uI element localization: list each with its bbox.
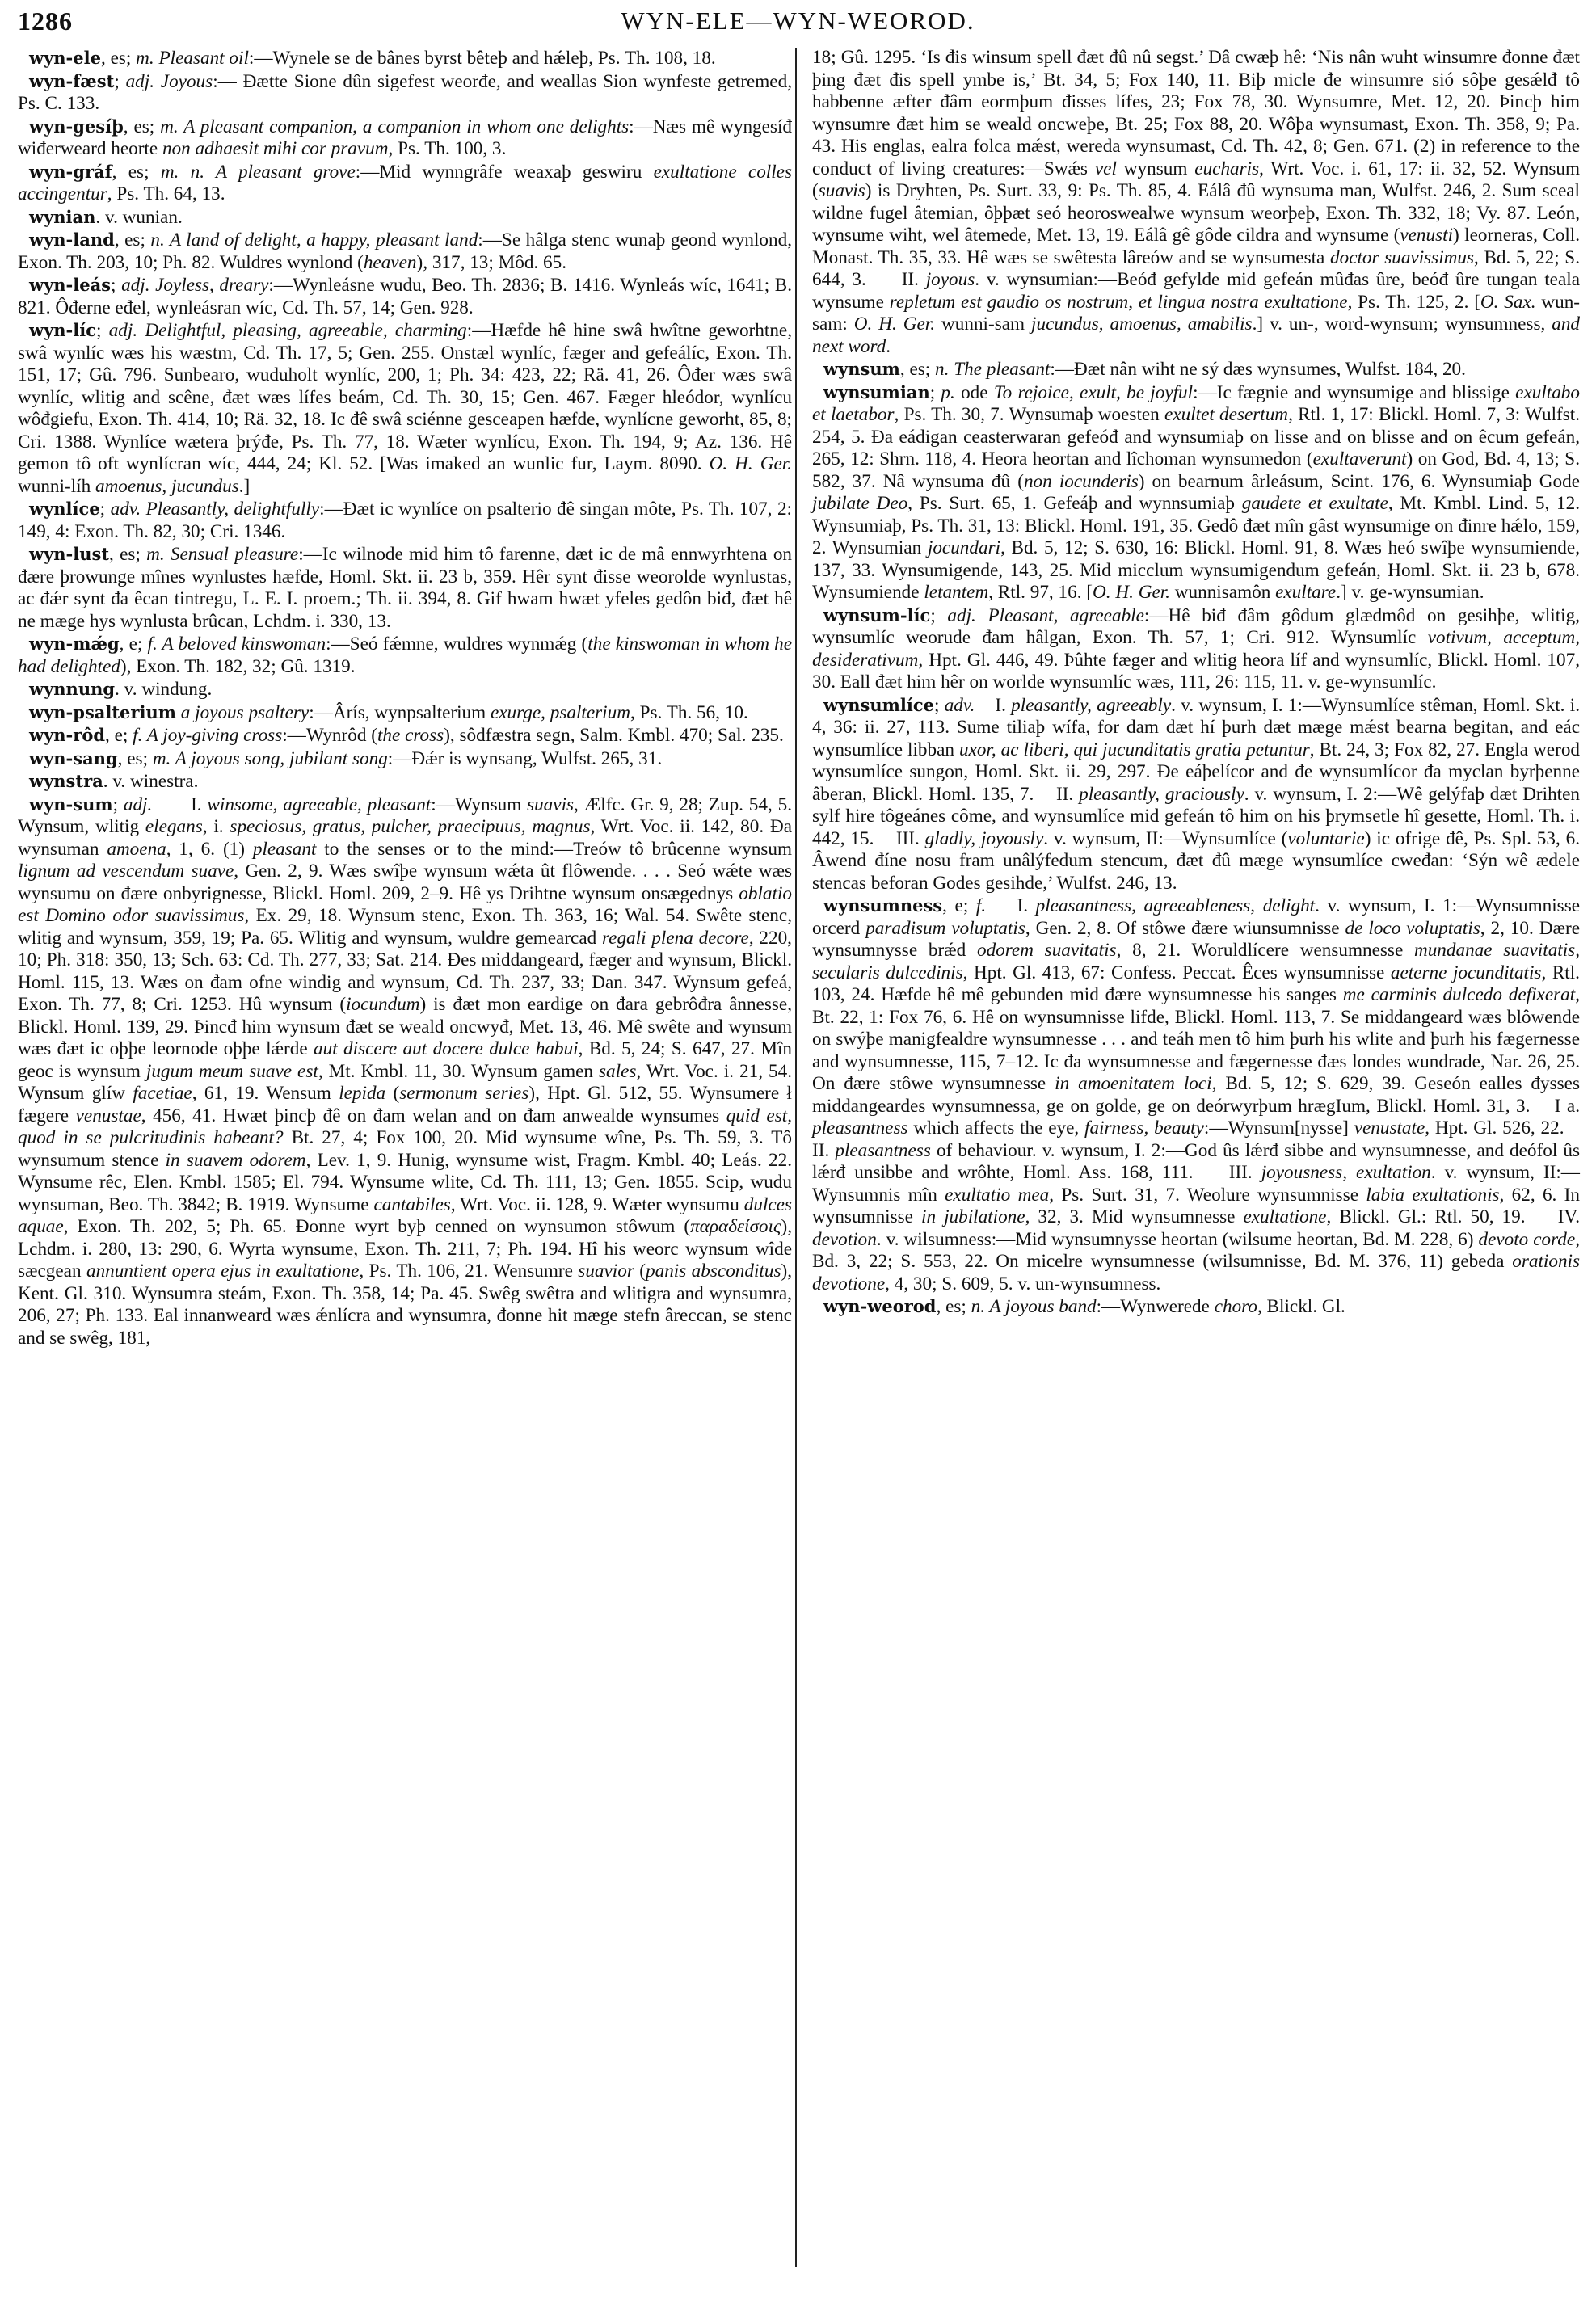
headword: wyn-ele	[29, 48, 101, 68]
headword: wyn-weorod	[823, 1296, 937, 1316]
headword: wynsumlíce	[823, 694, 934, 715]
headword: wynstra	[29, 771, 103, 791]
dictionary-entry: wynian. v. wunian.	[29, 206, 183, 228]
left-column	[18, 47, 792, 1349]
headword: wyn-rôd	[29, 725, 106, 745]
dictionary-entry: wyn-weorod, es; n. A joyous band:—Wynwerede choro, Blickl. Gl.	[823, 1296, 1345, 1317]
page-number: 1286	[18, 6, 73, 36]
dictionary-entry: wyn-líc; adj. Delightful, pleasing, agreeable, charming:—Hæfde hê hine swâ hwîtne geworhtne, swâ wynlíc wæs his wæstm, Cd. Th. 17, 5; Gen. 255. Onstæl wynlíc, fæger and gefeálíc, Exon. Th. 151, 17; Gû. 796. Sunbearo, wuduholt wynlíc, 200, 1; Ph. 34: 423, 22; Rä. 41, 26. Ôđer wæs swâ wynlíc, wlitig and scêne, đæt wæs lífes beám, Cd. Th. 30, 15; Gen. 467. Fæger hleódor, wynlícu wôđgiefu, Exon. Th. 414, 10; Rä. 32, 18. Ic đê swâ sciénne gesceapen hæfde, wynlícne geworht, 85, 8; Cri. 1388. Wynlíce wætera þrýđe, Ps. Th. 77, 18. Wæter wynlícu, Exon. Th. 194, 9; Az. 136. Hê gemon tô oft wynlícran wíc, 444, 24; Kl. 52. [Was imaked an wunlic fur, Laym. 8090. O. H. Ger. wunni-líh amoenus, jucundus.]	[18, 320, 792, 497]
dictionary-entry: wynsum-líc; adj. Pleasant, agreeable:—Hê biđ đâm gôdum glædmôd on gesihþe, wlitig, wynsumlíc weorude đam hâlgan, Exon. Th. 57, 1; Cri. 912. Wynsumlíc votivum, acceptum, desiderativum, Hpt. Gl. 446, 49. Þûhte fæger and wlitig heora líf and wynsumlíc, Blickl. Homl. 107, 30. Eall đæt him hêr on worlde wynsumlíc wæs, 111, 26: 115, 11. v. ge-wynsumlíc.	[812, 604, 1580, 692]
dictionary-entry: wynsumian; p. ode To rejoice, exult, be joyful:—Ic fægnie and wynsumige and blissige exultabo et laetabor, Ps. Th. 30, 7. Wynsumaþ woesten exultet desertum, Rtl. 1, 17: Blickl. Homl. 7, 3: Wulfst. 254, 5. Đa eádigan ceasterwaran gefeóđ and wynsumiaþ on lisse and on blisse and on êcum gefeán, 265, 12: Shrn. 118, 4. Heora heortan and lîchoman wynsumedon (exultaverunt) on God, Bd. 4, 13; S. 582, 37. Nâ wynsuma đû (non iocunderis) on bearnum ârleásum, Scint. 176, 6. Wynsumiaþ Gode jubilate Deo, Ps. Surt. 65, 1. Gefeáþ and wynnsumiaþ gaudete et exultate, Mt. Kmbl. Lind. 5, 12. Wynsumiaþ, Ps. Th. 31, 13: Blickl. Homl. 191, 35. Gedô đæt mîn gâst wynsumige on đinre hǽlo, 159, 2. Wynsumian jocundari, Bd. 5, 12; S. 630, 16: Blickl. Homl. 91, 8. Wæs heó swîþe wynsumiende, 137, 33. Wynsumigende, 143, 25. Mid micclum wynsumigendum gefeán, Homl. Skt. ii. 23 b, 678. Wynsumiende letantem, Rtl. 97, 16. [O. H. Ger. wunnisamôn exultare.] v. ge-wynsumian.	[812, 381, 1581, 603]
dictionary-entry: wyn-mǽg, e; f. A beloved kinswoman:—Seó fǽmne, wuldres wynmǽg (the kinswoman in whom he had delighted), Exon. Th. 182, 32; Gû. 1319.	[18, 634, 793, 677]
dictionary-entry: wyn-gráf, es; m. n. A pleasant grove:—Mid wynngrâfe weaxaþ geswiru exultatione colles accingentur, Ps. Th. 64, 13.	[18, 161, 792, 204]
headword: wyn-lust	[29, 544, 110, 564]
dictionary-entry: wyn-fæst; adj. Joyous:— Đætte Sione dûn sigefest weorđe, and weallas Sion wynfeste getremed, Ps. C. 133.	[18, 70, 792, 114]
dictionary-entry: wyn-rôd, e; f. A joy-giving cross:—Wynrôd (the cross), sôđfæstra segn, Salm. Kmbl. 470; Sal. 235.	[29, 725, 784, 746]
dictionary-entry: wyn-leás; adj. Joyless, dreary:—Wynleásne wudu, Beo. Th. 2836; B. 1416. Wynleás wíc, 1641; B. 821. Ôđerne eđel, wynleásran wíc, Cd. Th. 57, 14; Gen. 928.	[18, 275, 792, 318]
dictionary-entry: wyn-ele, es; m. Pleasant oil:—Wynele se đe bânes byrst bêteþ and hǽleþ, Ps. Th. 108, 18.	[29, 48, 716, 69]
dictionary-entry: wyn-sang, es; m. A joyous song, jubilant song:—Đǽr is wynsang, Wulfst. 265, 31.	[29, 747, 663, 769]
dictionary-entry: wyn-sum; adj. I. winsome, agreeable, pleasant:—Wynsum suavis, Ælfc. Gr. 9, 28; Zup. 54, 5. Wynsum, wlitig elegans, i. speciosus, gratus, pulcher, praecipuus, magnus, Wrt. Voc. ii. 142, 80. Đa wynsuman amoena, 1, 6. (1) pleasant to the senses or to the mind:—Treów tô brûcenne wynsum lignum ad vescendum suave, Gen. 2, 9. Wæs swîþe wynsum wǽta ût flôwende. . . . Seó wǽte wæs wynsumu on đære onbyrignesse, Blickl. Homl. 209, 2–9. Hê ys Drihtne wynsum onsægednys oblatio est Domino odor suavissimus, Ex. 29, 18. Wynsum stenc, Exon. Th. 363, 16; Wal. 54. Swête stenc, wlitig and wynsum, 359, 19; Pa. 65. Wlitig and wynsum, wuldre gemearcad regali plena decore, 220, 10; Ph. 318: 350, 13; Sch. 63: Cd. Th. 277, 33; Sat. 214. Đes middangeard, fæger and wynsum, Blickl. Homl. 115, 13. Wæs on đam ofne windig and wynsum, Cd. Th. 237, 33; Dan. 347. Wynsum gefeá, Exon. Th. 77, 8; Cri. 1253. Hû wynsum (iocundum) is đæt mon eardige on đara gebrôđra ânnesse, Blickl. Homl. 139, 29. Þincđ him wynsum đæt se weald oncwyđ, Met. 13, 46. Mê swête and wynsum wæs đæt ic oþþe leornode oþþe lǽrde aut discere aut docere dulce habui, Bd. 5, 24; S. 647, 27. Mîn geoc is wynsum jugum meum suave est, Mt. Kmbl. 11, 30. Wynsum gamen sales, Wrt. Voc. i. 21, 54. Wynsum glíw facetiae, 61, 19. Wensum lepida (sermonum series), Hpt. Gl. 512, 55. Wynsumere ł fægere venustae, 456, 41. Hwæt þincþ đê on đam welan and on đam anwealde wynsumes quid est, quod in se pulcritudinis habeant? Bt. 27, 4; Fox 100, 20. Mid wynsume wîne, Ps. Th. 59, 3. Tô wynsumum stence in suavem odorem, Lev. 1, 9. Hunig, wynsume wist, Fragm. Kmbl. 40; Leás. 22. Wynsume rêc, Elen. Kmbl. 1585; El. 794. Wynsume wlite, Cd. Th. 111, 13; Gen. 1855. Scip, wudu wynsuman, Beo. Th. 3842; B. 1919. Wynsume cantabiles, Wrt. Voc. ii. 128, 9. Wæter wynsumu dulces aquae, Exon. Th. 202, 5; Ph. 65. Đonne wyrt byþ cenned on wynsumon stôwum (παραδείσοις), Lchdm. i. 280, 13: 290, 6. Wyrta wynsume, Exon. Th. 211, 7; Ph. 194. Hî his weorc wynsum wîde sæcgean annuntient opera ejus in exultatione, Ps. Th. 106, 21. Wensumre suavior (panis absconditus), Kent. Gl. 310. Wynsumra steám, Exon. Th. 358, 14; Pa. 45. Swêg swêtra and wlitigra and wynsumra, 206, 27; Ph. 133. Eal innanweard wæs ǽnlícra and wynsumra, đonne hit mæge stefn âreccan, se stenc and se swêg, 181,	[18, 793, 793, 1349]
column-divider	[795, 48, 797, 2267]
right-column	[812, 47, 1580, 1319]
dictionary-entry: wynsum, es; n. The pleasant:—Đæt nân wiht ne sý đæs wynsumes, Wulfst. 184, 20.	[823, 359, 1466, 380]
headword: wyn-sang	[29, 747, 118, 768]
dictionary-entry: wynstra. v. winestra.	[29, 771, 199, 792]
headword: wyn-gráf	[29, 161, 112, 182]
headword: wyn-land	[29, 229, 115, 250]
headword: wyn-sum	[29, 793, 113, 815]
dictionary-entry: wynsumness, e; f. I. pleasantness, agreeableness, delight. v. wynsum, I. 1:—Wynsumnisse orcerd paradisum voluptatis, Gen. 2, 8. Of stôwe đære wiunsumnisse de loco voluptatis, 2, 10. Đære wynsumnysse brǽđ odorem suavitatis, 8, 21. Woruldlícere wensumnesse mundanae suavitatis, secularis dulcedinis, Hpt. Gl. 413, 67: Confess. Peccat. Êces wynsumnisse aeterne jocunditatis, Rtl. 103, 24. Hæfde hê mê gebunden mid đære wynsumnesse his sanges me carminis dulcedo defixerat, Bt. 22, 1: Fox 76, 6. Hê on wynsumnisse lifde, Blickl. Homl. 113, 7. Se middangeard wæs blôwende on swýþe manigfealdre wynsumnesse . . . and teáh men tô him þurh his wlite and þurh his fægernesse and wynsumnesse, 115, 7–12. Ic đa wynsumnesse and fægernesse đæs londes wundrade, Nar. 26, 25. On đære stôwe wynsumnesse in amoenitatem loci, Bd. 5, 12; S. 629, 39. Geseón ealles đysses middangeardes wynsumnessa, ge on golde, ge on deórwyrþum hrægIum, Blickl. Homl. 31, 3. I a. pleasantness which affects the eye, fairness, beauty:—Wynsum[nysse] venustate, Hpt. Gl. 526, 22. II. pleasantness of behaviour. v. wynsum, I. 2:—God ûs lǽrđ sibbe and wynsumnesse, and deófol ûs lǽrđ unsibbe and wrôhte, Homl. Ass. 168, 111. III. joyousness, exultation. v. wynsum, II:—Wynsumnis mîn exultatio mea, Ps. Surt. 31, 7. Weolure wynsumnisse labia exultationis, 62, 6. In wynsumnisse in jubilatione, 32, 3. Mid wynsumnesse exultatione, Blickl. Gl.: Rtl. 50, 19. IV. devotion. v. wilsumness:—Mid wynsumnysse heortan (wilsume heortan, Bd. M. 228, 6) devoto corde, Bd. 3, 22; S. 553, 22. On micelre wynsumnesse (wilsumnisse, Bd. M. 376, 11) gebeda orationis devotione, 4, 30; S. 609, 5. v. un-wynsumness.	[812, 895, 1581, 1294]
headword: wynsumian	[823, 381, 930, 402]
dictionary-entry: wynsumlíce; adv. I. pleasantly, agreeably. v. wynsum, I. 1:—Wynsumlíce stêman, Homl. Skt. i. 4, 36: ii. 27, 113. Sume tiliaþ wífa, for đam đæt hí þurh đæt mæge mǽst bearna begitan, and eác wynsumlíce libban uxor, ac liberi, qui jucunditatis gratia petuntur, Bt. 24, 3; Fox 82, 27. Engla werod wynsumlíce sungon, Homl. Skt. ii. 29, 297. Đe eáþelícor and đe wynsumlícor đa myclan byrþenne âberan, Blickl. Homl. 135, 7. II. pleasantly, graciously. v. wynsum, I. 2:—Wê gelýfaþ đæt Drihten sylf hire tôgeánes côme, and wynsumlíce mid gefeán tô him on his þrymsetle hî gesette, Homl. Th. i. 442, 15. III. gladly, joyously. v. wynsum, II:—Wynsumlíce (voluntarie) ic ofrige đê, Ps. Spl. 53, 6. Âwend đíne nosu fram unâlýfedum stencum, đæt đû mæge wynsumlíce cwеđan: ‘Sýn wê ædele stencas beforan Godes gesihđe,’ Wulfst. 246, 13.	[812, 694, 1581, 894]
headword: wyn-psalterium	[29, 701, 176, 722]
headword: wynsumness	[823, 895, 943, 916]
running-head: WYN-ELE—WYN-WEOROD.	[621, 6, 975, 35]
headword: wynlíce	[29, 499, 100, 519]
dictionary-entry: wyn-gesíþ, es; m. A pleasant companion, a companion in whom one delights:—Næs mê wyngesíđ wiđerweard heorte non adhaesit mihi cor pravum, Ps. Th. 100, 3.	[18, 116, 792, 159]
headword: wyn-leás	[29, 275, 112, 295]
headword: wynsum-líc	[823, 604, 931, 625]
dictionary-entry: wynnung. v. windung.	[29, 679, 213, 700]
headword: wyn-fæst	[29, 70, 115, 91]
headword: wynsum	[823, 359, 900, 379]
headword: wyn-líc	[29, 320, 97, 340]
headword: wynnung	[29, 679, 116, 699]
dictionary-entry: wyn-land, es; n. A land of delight, a happy, pleasant land:—Se hâlga stenc wunaþ geond wynlond, Exon. Th. 203, 10; Ph. 82. Wuldres wynlond (heaven), 317, 13; Môd. 65.	[18, 229, 792, 273]
dictionary-entry: 18; Gû. 1295. ‘Is đis winsum spell đæt đû nû segst.’ Đâ cwæþ hê: ‘Nis nân wuht winsumre đonne đæt þing đæt đis spell ymbe is,’ Bt. 34, 5; Fox 140, 11. Biþ micle đe winsumre sió sôþe gesǽlđ tô habbenne æfter đâm eormþum đisses lífes, 23; Fox 78, 30. Wynsumre, Met. 12, 20. Þincþ him wynsumre đæt him se weald oncweþe, Bt. 25; Fox 88, 20. Wôþa wynsumast, Exon. Th. 358, 9; Pa. 43. His englas, ealra folca mǽst, wereda wynsumast, Cd. Th. 42, 8; Gen. 671. (2) in reference to the conduct of living creatures:—Swǽs vel wynsum eucharis, Wrt. Voc. i. 61, 17: ii. 32, 52. Wynsum (suavis) is Dryhten, Ps. Surt. 33, 9: Ps. Th. 85, 4. Eálâ đû wynsuma man, Wulfst. 246, 2. Sum sceal wildne fugel âtemian, ôþþæt seó heoroswealwe wynsum weorþeþ, Exon. Th. 332, 18; Vy. 87. León, wynsume wiht, wel âtemede, Met. 13, 19. Eálâ gê gôde cildra and wynsume (venusti) leorneras, Coll. Monast. Th. 35, 33. Hê wæs se swêtesta lâreów and se wynsumesta doctor suavissimus, Bd. 5, 22; S. 644, 3. II. joyous. v. wynsumian:—Beóđ gefylde mid gefeán mûđas ûre, beóđ ûre tungan teala wynsume repletum est gaudio os nostrum, et lingua nostra exultatione, Ps. Th. 125, 2. [O. Sax. wun-sam: O. H. Ger. wunni-sam jucundus, amoenus, amabilis.] v. un-, word-wynsum; wynsumness, and next word.	[812, 47, 1581, 357]
headword: wynian	[29, 206, 96, 227]
headword: wyn-gesíþ	[29, 116, 124, 137]
headword: wyn-mǽg	[29, 634, 120, 654]
dictionary-entry: wyn-psalterium a joyous psaltery:—Ârís, wynpsalterium exurge, psalterium, Ps. Th. 56, 10.	[29, 701, 748, 723]
dictionary-entry: wynlíce; adv. Pleasantly, delightfully:—Đæt ic wynlíce on psalterio đê singan môte, Ps. Th. 107, 2: 149, 4: Exon. Th. 82, 30; Cri. 1346.	[18, 499, 793, 542]
dictionary-entry: wyn-lust, es; m. Sensual pleasure:—Ic wilnode mid him tô farenne, đæt ic đe mâ ennwyrhtena on đære þrowunge mînes wynlustes hæfde, Homl. Skt. ii. 23 b, 359. Hêr synt đisse weorolde wynlustas, ac đǽr synt đa êcan tintregu, L. E. I. proem.; Th. ii. 394, 8. Gif hwam hwæt yfeles gedôn biđ, đæt hê ne mæge hys wynlusta brûcan, Lchdm. i. 330, 13.	[18, 544, 793, 632]
page-header	[18, 6, 1578, 39]
